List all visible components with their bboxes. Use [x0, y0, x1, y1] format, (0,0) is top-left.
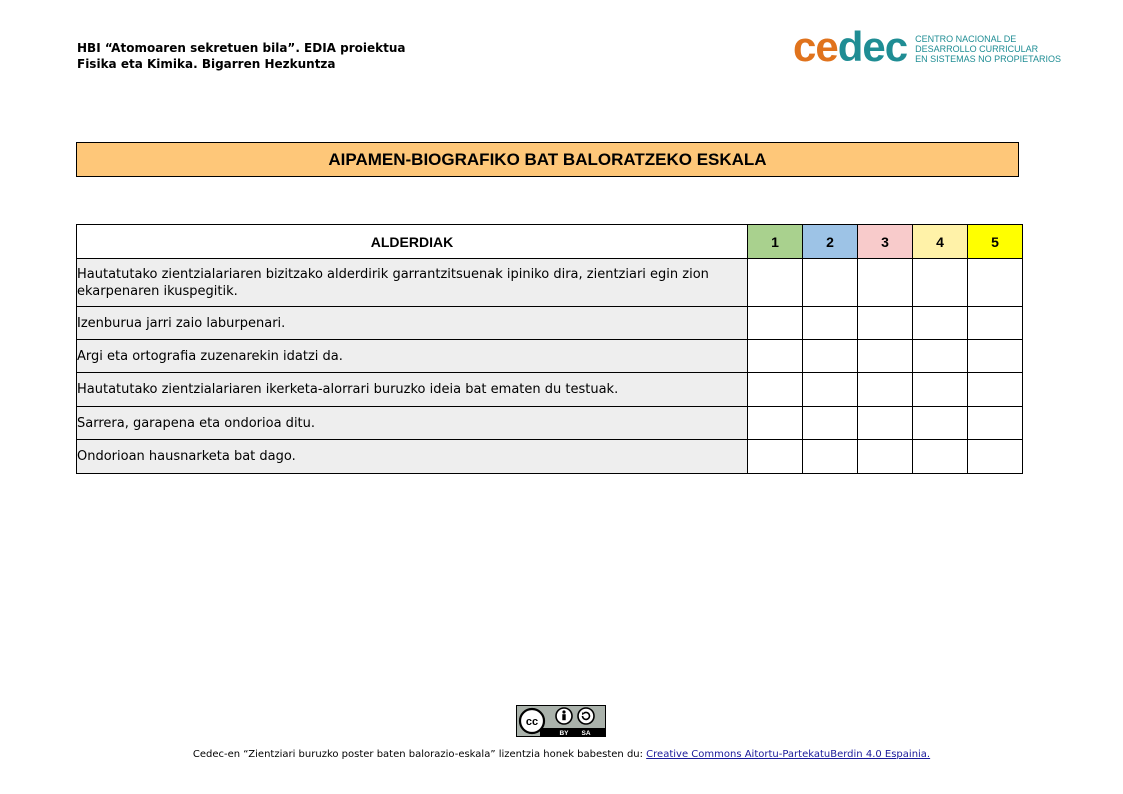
score-cell-5[interactable] [968, 259, 1023, 307]
aspect-cell: Argi eta ortografia zuzenarekin idatzi da. [77, 340, 748, 373]
table-row [77, 340, 1023, 373]
aspect-cell: Hautatutako zientzialariaren bizitzako alderdirik garrantzitsuenak ipiniko dira, zientziari egin zion ekarpenaren ikuspegitik. [77, 259, 748, 307]
cc-by-label: BY [559, 730, 569, 737]
table-row [77, 307, 1023, 340]
license-link[interactable]: Creative Commons Aitortu-PartekatuBerdin 4.0 Espainia. [646, 749, 931, 760]
cc-by-sa-license-icon[interactable] [516, 705, 606, 737]
score-cell-3[interactable] [858, 307, 913, 340]
score-cell-1[interactable] [748, 407, 803, 440]
aspect-cell: Hautatutako zientzialariaren ikerketa-alorrari buruzko ideia bat ematen du testuak. [77, 373, 748, 407]
score-cell-3[interactable] [858, 440, 913, 474]
svg-text:cc: cc [525, 716, 539, 728]
logo-subtitle: CENTRO NACIONAL DE DESARROLLO CURRICULAR EN SISTEMAS NO PROPIETARIOS [915, 34, 1061, 64]
score-cell-5[interactable] [968, 407, 1023, 440]
score-cell-4[interactable] [913, 259, 968, 307]
cedec-logo [793, 23, 1061, 70]
score-cell-2[interactable] [803, 407, 858, 440]
table-row [77, 440, 1023, 474]
document-header [77, 40, 406, 72]
score-cell-4[interactable] [913, 373, 968, 407]
score-cell-3[interactable] [858, 407, 913, 440]
score-cell-4[interactable] [913, 307, 968, 340]
score-cell-4[interactable] [913, 407, 968, 440]
aspect-cell: Izenburua jarri zaio laburpenari. [77, 307, 748, 340]
level-5-header: 5 [968, 225, 1023, 259]
header-project-line: HBI “Atomoaren sekretuen bila”. EDIA proiektua [77, 41, 406, 55]
score-cell-3[interactable] [858, 373, 913, 407]
header-subject-line: Fisika eta Kimika. Bigarren Hezkuntza [77, 57, 336, 71]
aspect-cell: Sarrera, garapena eta ondorioa ditu. [77, 407, 748, 440]
aspects-column-header: ALDERDIAK [77, 225, 748, 259]
score-cell-1[interactable] [748, 440, 803, 474]
table-row [77, 259, 1023, 307]
score-cell-2[interactable] [803, 307, 858, 340]
table-row [77, 373, 1023, 407]
page-title: AIPAMEN-BIOGRAFIKO BAT BALORATZEKO ESKALA [76, 142, 1019, 177]
score-cell-5[interactable] [968, 340, 1023, 373]
rating-scale-table [76, 224, 1023, 474]
license-statement: Cedec-en “Zientziari buruzko poster baten balorazio-eskala” lizentzia honek babesten du: [192, 749, 647, 760]
score-cell-1[interactable] [748, 307, 803, 340]
table-row [77, 407, 1023, 440]
logo-wordmark: cedec [793, 23, 908, 70]
level-3-header: 3 [858, 225, 913, 259]
score-cell-5[interactable] [968, 440, 1023, 474]
score-cell-1[interactable] [748, 340, 803, 373]
level-2-header: 2 [803, 225, 858, 259]
score-cell-4[interactable] [913, 340, 968, 373]
score-cell-2[interactable] [803, 373, 858, 407]
level-4-header: 4 [913, 225, 968, 259]
score-cell-2[interactable] [803, 340, 858, 373]
level-1-header: 1 [748, 225, 803, 259]
score-cell-2[interactable] [803, 259, 858, 307]
aspect-cell: Ondorioan hausnarketa bat dago. [77, 440, 748, 474]
score-cell-1[interactable] [748, 259, 803, 307]
score-cell-5[interactable] [968, 307, 1023, 340]
score-cell-3[interactable] [858, 259, 913, 307]
score-cell-1[interactable] [748, 373, 803, 407]
score-cell-5[interactable] [968, 373, 1023, 407]
score-cell-3[interactable] [858, 340, 913, 373]
table-header-row [77, 225, 1023, 259]
score-cell-2[interactable] [803, 440, 858, 474]
score-cell-4[interactable] [913, 440, 968, 474]
cc-sa-label: SA [581, 730, 591, 737]
license-footer [0, 749, 1123, 760]
